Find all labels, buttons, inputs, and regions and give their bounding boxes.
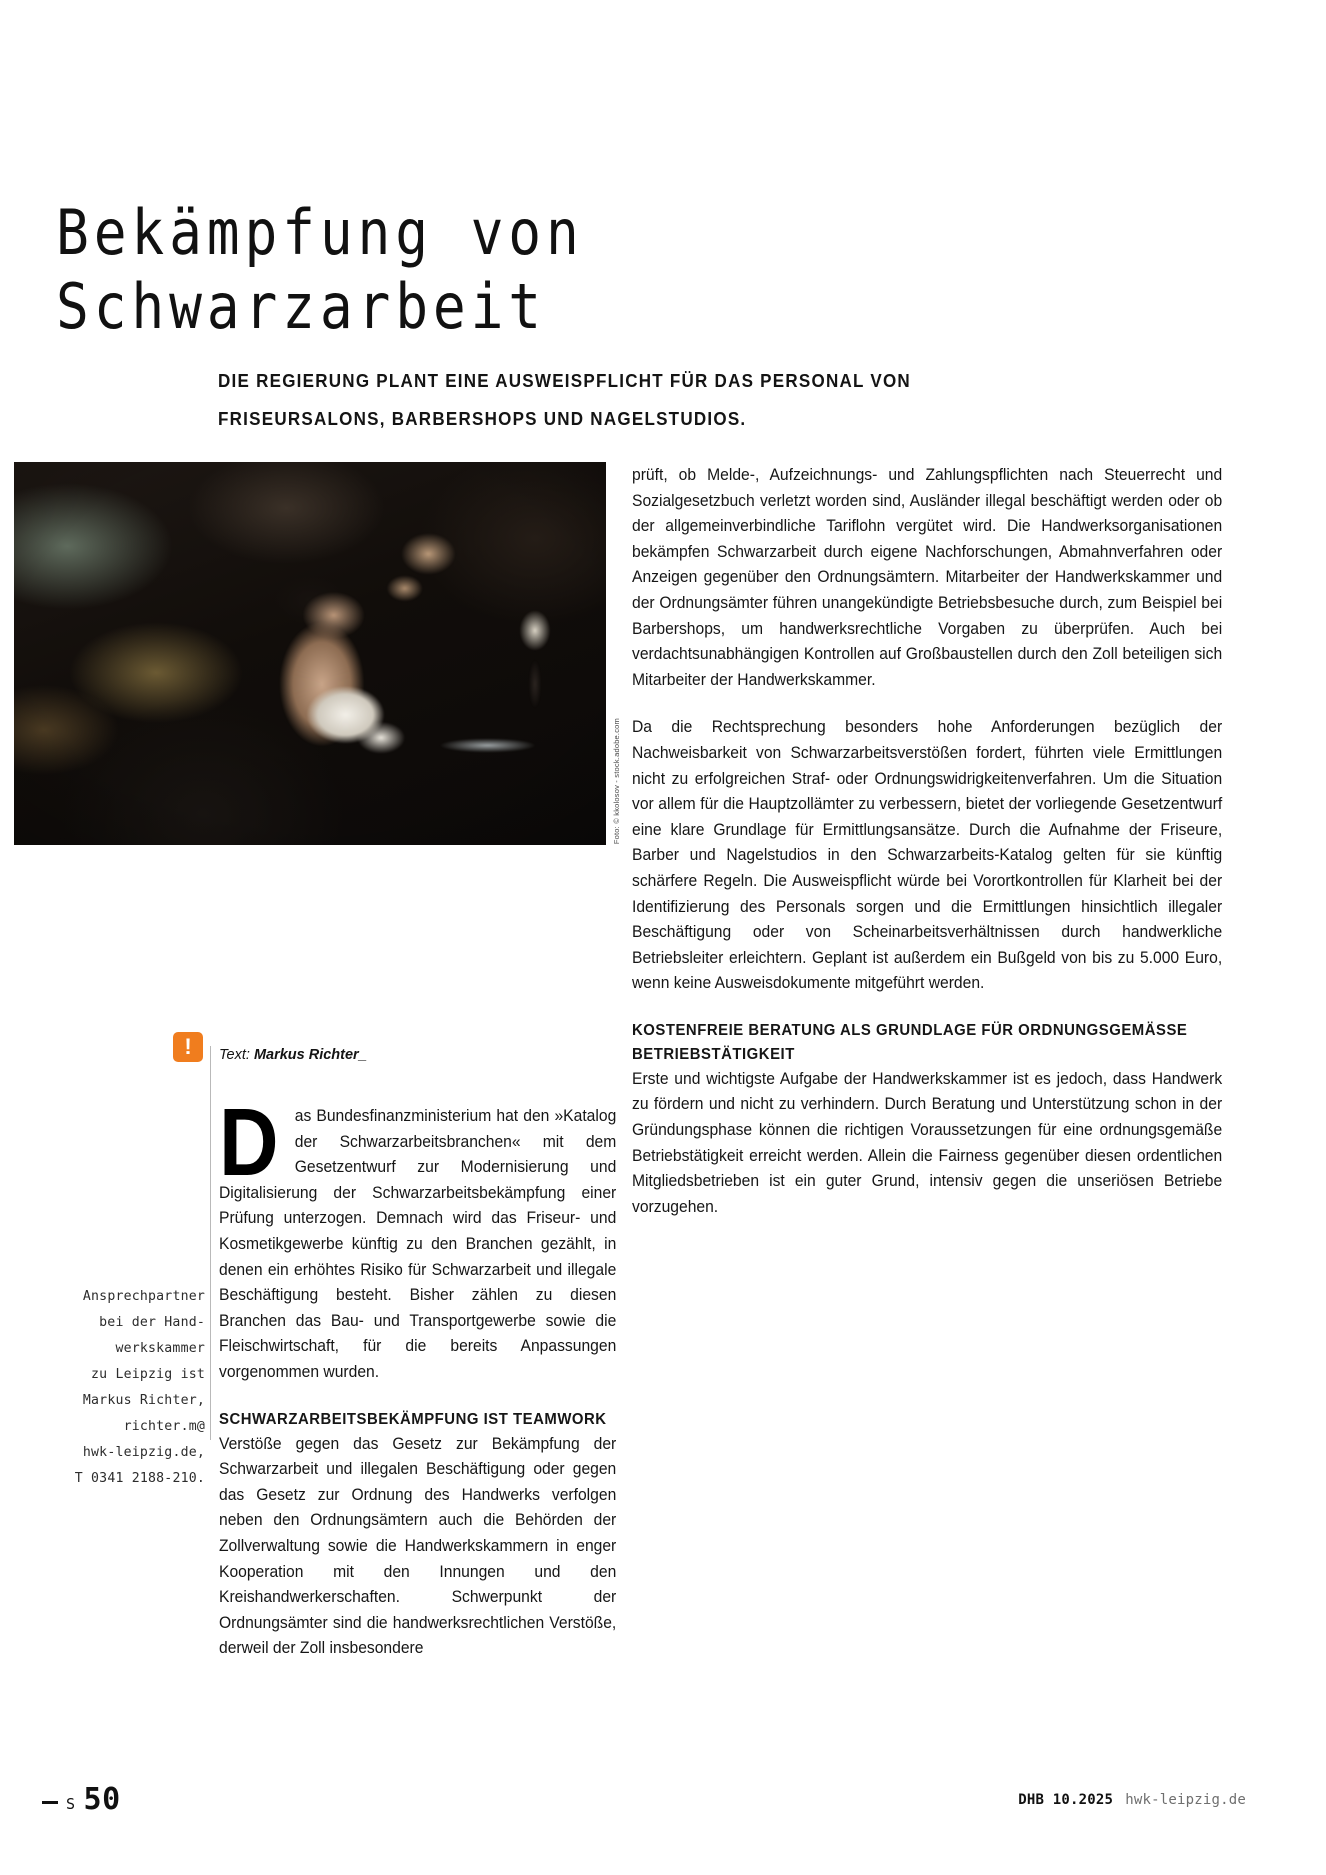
lead-paragraph (219, 1089, 617, 1386)
section-subhead: KOSTENFREIE BERATUNG ALS GRUNDLAGE FÜR ORDNUNGSGEMÄSSE BETRIEBSTÄTIGKEIT (632, 1021, 1188, 1063)
body-paragraph: prüft, ob Melde-, Aufzeichnungs- und Zahlungspflichten nach Steuerrecht und Sozialgesetzbuch verletzt worden sind, Ausländer illegal beschäftigt werden oder ob der allgemeinverbindliche Tariflohn vergütet wird. Die Handwerksorganisationen bekämpfen Schwarzarbeit durch eigene Nachforschungen, Abmahnverfahren oder Anzeigen gegenüber den Ordnungsämtern. Mitarbeiter der Handwerkskammer und der Ordnungsämter führen unangekündigte Betriebsbesuche durch, zum Beispiel bei Barbershops, um handwerksrechtliche Vorgaben zu überprüfen. Auch bei verdachtsunabhängigen Kontrollen auf Großbaustellen durch den Zoll beteiligen sich Mitarbeiter der Handwerkskammer. (632, 466, 1223, 689)
body-column-right (632, 463, 1222, 1220)
page-title (56, 196, 956, 344)
section-subhead: SCHWARZARBEITSBEKÄMPFUNG IST TEAMWORK (219, 1410, 607, 1428)
contact-line: Ansprechpartner (82, 1289, 205, 1304)
body-paragraph: Da die Rechtsprechung besonders hohe Anforderungen bezüglich der Nachweisbarkeit von Schwarzarbeitsverstößen fordert, führten viele Ermittlungen nicht zu erfolgreichen Straf- oder Ordnungswidrigkeitenverfahren. Um die Situation vor allem für die Hauptzollämter zu verbessern, bietet der vorliegende Gesetzentwurf eine klare Grundlage für Ermittlungsansätze. Durch die Aufnahme der Friseure, Barber und Nagelstudios in den Schwarzarbeits-Katalog gelten für sie künftig schärfere Regeln. Die Ausweispflicht würde bei Vorortkontrollen für Klarheit bei der Identifizierung des Personals sorgen und die Ermittlungen hinsichtlich illegaler Beschäftigung oder von Scheinarbeitsverhältnissen durch handwerkliche Betriebsleiter erleichtern. Geplant ist außerdem ein Bußgeld von bis zu 5.000 Euro, wenn keine Ausweisdokumente mitgeführt werden. (632, 718, 1223, 993)
body-paragraph: Erste und wichtigste Aufgabe der Handwerkskammer ist es jedoch, dass Handwerk zu fördern und nicht zu verhindern. Durch Beratung und Unterstützung schon in der Gründungsphase können die richtigen Voraussetzungen für eine ordnungsgemäße Betriebstätigkeit erreicht werden. Allein die Fairness gegenüber diesen ordentlichen Mitgliedsbetrieben ist ein guter Grund, intensiv gegen die unseriösen Betriebe vorzugehen. (632, 1069, 1223, 1216)
footer-page-marker (42, 1782, 121, 1817)
footer-issue: DHB 10.2025 (1018, 1792, 1114, 1808)
article-photo (14, 462, 606, 845)
drop-cap: D (219, 1089, 279, 1196)
text-credit-name: Markus Richter_ (253, 1047, 367, 1063)
footer-website[interactable]: hwk-leipzig.de (1125, 1792, 1246, 1808)
contact-line: hwk-leipzig.de, (82, 1445, 205, 1460)
lead-paragraph-text: as Bundesfinanzministerium hat den »Katalog der Schwarzarbeitsbranchen« mit dem Gesetzentwurf zur Modernisierung und Digitalisierung der Schwarzarbeitsbekämpfung einer Prüfung unterzogen. Demnach wird das Friseur- und Kosmetikgewerbe künftig zu den Branchen gezählt, in denen ein erhöhtes Risiko für Schwarzarbeit und illegale Beschäftigung besteht. Bisher zählen zu diesen Branchen das Bau- und Transportgewerbe sowie die Fleischwirtschaft, für die bereits Anpassungen vorgenommen wurden. (219, 1107, 617, 1381)
title-line-2: Schwarzarbeit (56, 270, 546, 343)
photo-credit: Foto: © kkolosov - stock.adobe.com (612, 718, 621, 845)
footer-issue-info (1018, 1792, 1246, 1808)
subtitle-line-1: DIE REGIERUNG PLANT EINE AUSWEISPFLICHT FÜR DAS PERSONAL VON (218, 370, 911, 391)
exclamation-icon: ! (173, 1032, 203, 1062)
body-paragraph: Verstöße gegen das Gesetz zur Bekämpfung der Schwarzarbeit und illegalen Beschäftigung oder gegen das Gesetz zur Ordnung des Handwerks verfolgen neben den Ordnungsämtern auch die Behörden der Zollverwaltung sowie die Handwerkskammern in enger Kooperation mit den Innungen und den Kreishandwerkerschaften. Schwerpunkt der Ordnungsämter sind die handwerksrechtlichen Verstöße, derweil der Zoll insbesondere (219, 1434, 617, 1658)
footer-dash-icon (42, 1801, 58, 1804)
contact-line: Markus Richter, (82, 1393, 205, 1408)
text-credit (219, 1047, 367, 1063)
title-line-1: Bekämpfung von (56, 196, 584, 269)
footer-page-number: 50 (83, 1782, 121, 1817)
contact-line: bei der Hand- (99, 1315, 205, 1330)
contact-line: T 0341 2188-210. (74, 1471, 205, 1486)
text-credit-label: Text: (219, 1047, 250, 1063)
column-divider-rule (210, 1046, 211, 1440)
contact-line: zu Leipzig ist (91, 1367, 205, 1382)
subtitle-line-2: FRISEURSALONS, BARBERSHOPS UND NAGELSTUDIOS. (218, 408, 747, 429)
contact-line: werkskammer (115, 1341, 205, 1356)
footer-page-prefix: S (66, 1795, 76, 1813)
body-column-middle (219, 1089, 617, 1662)
article-subtitle (218, 362, 911, 438)
photo-vignette (14, 462, 606, 845)
contact-sidebar (20, 1284, 205, 1492)
contact-line: richter.m@ (123, 1419, 205, 1434)
